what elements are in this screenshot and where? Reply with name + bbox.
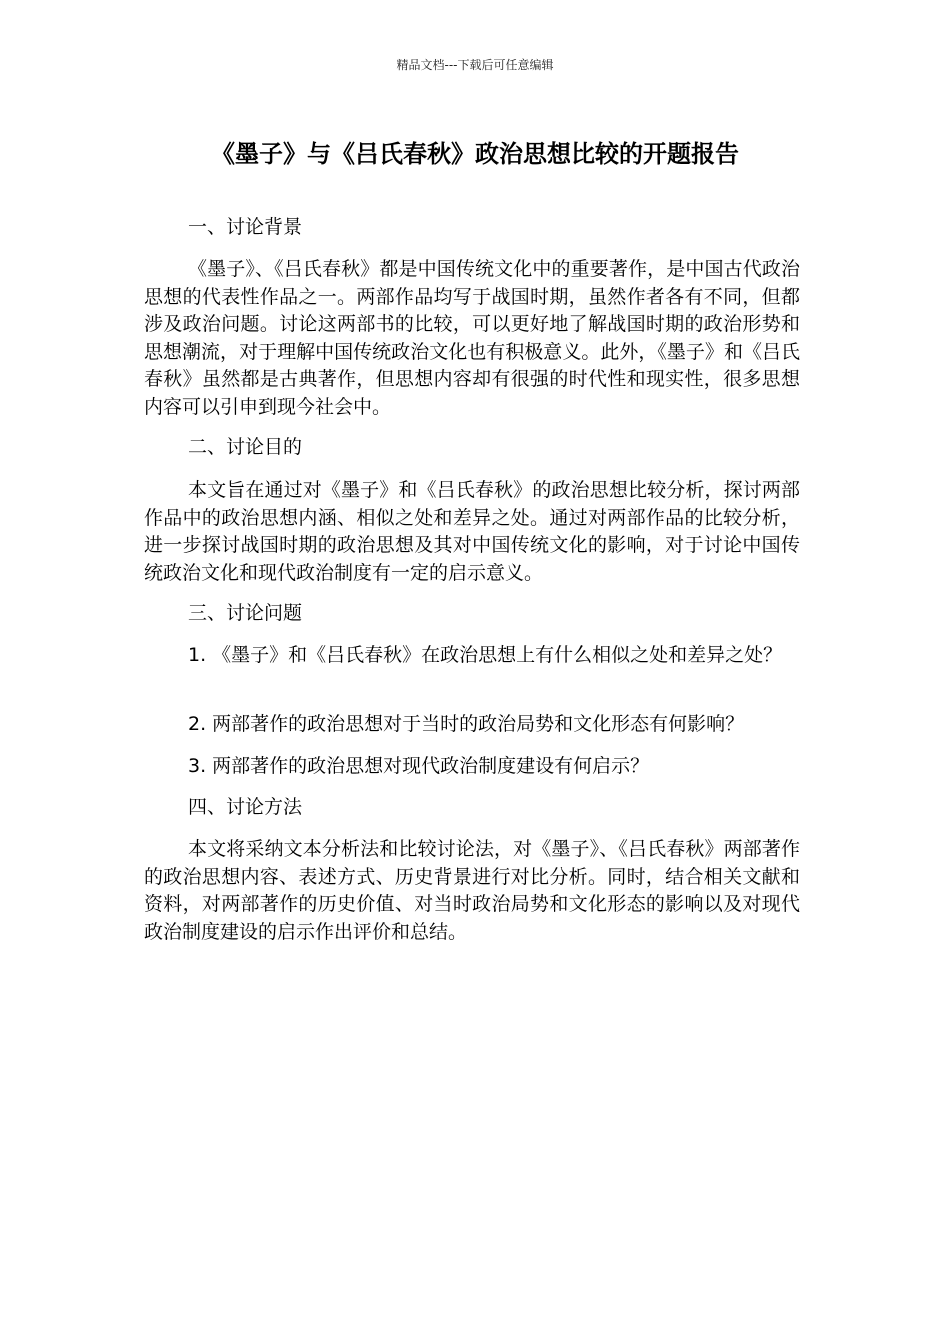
section-heading-purpose: 二、讨论目的	[188, 436, 303, 458]
section-heading-questions: 三、讨论问题	[188, 602, 303, 624]
question-item-1: 1. 《墨子》和《吕氏春秋》在政治思想上有什么相似之处和差异之处？	[188, 644, 783, 666]
paragraph-purpose: 本文旨在通过对《墨子》和《吕氏春秋》的政治思想比较分析，探讨两部作品中的政治思想内涵、相似之处和差异之处。通过对两部作品的比较分析，进一步探讨战国时期的政治思想及其对中国传统文化的影响，对于讨论中国传统政治文化和现代政治制度有一定的启示意义。	[144, 479, 800, 584]
paragraph-methods: 本文将采纳文本分析法和比较讨论法，对《墨子》、《吕氏春秋》两部著作的政治思想内容、表述方式、历史背景进行对比分析。同时，结合相关文献和资料，对两部著作的历史价值、对当时政治局势和文化形态的影响以及对现代政治制度建设的启示作出评价和总结。	[144, 838, 800, 943]
section-heading-methods: 四、讨论方法	[188, 796, 303, 818]
document-title: 《墨子》与《吕氏春秋》政治思想比较的开题报告	[211, 140, 739, 168]
section-heading-background: 一、讨论背景	[188, 216, 303, 238]
header-note: 精品文档---下载后可任意编辑	[396, 58, 554, 72]
question-item-2: 2. 两部著作的政治思想对于当时的政治局势和文化形态有何影响？	[188, 713, 745, 735]
paragraph-background: 《墨子》、《吕氏春秋》都是中国传统文化中的重要著作，是中国古代政治思想的代表性作品之一。两部作品均写于战国时期，虽然作者各有不同，但都涉及政治问题。讨论这两部书的比较，可以更好地了解战国时期的政治形势和思想潮流，对于理解中国传统政治文化也有积极意义。此外，《墨子》和《吕氏春秋》虽然都是古典著作，但思想内容却有很强的时代性和现实性，很多思想内容可以引申到现今社会中。	[144, 258, 800, 418]
question-item-3: 3. 两部著作的政治思想对现代政治制度建设有何启示？	[188, 755, 650, 777]
